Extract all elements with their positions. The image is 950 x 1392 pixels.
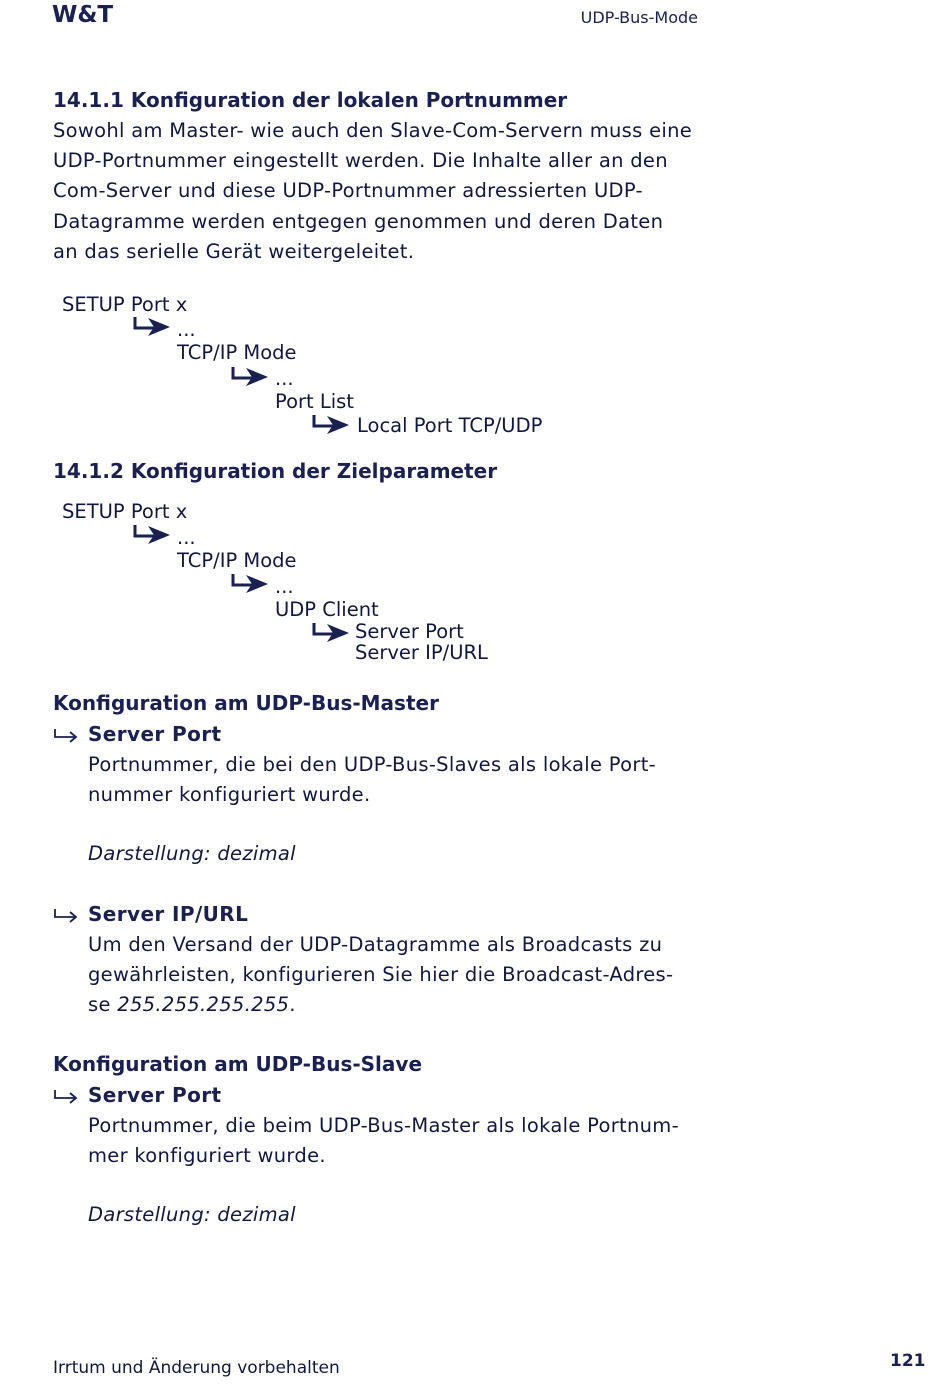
section-paragraph-local-port (53, 116, 698, 267)
menu-path-port-list: Port List (275, 390, 354, 413)
menu-path-ellipsis: ... (177, 318, 196, 341)
subheading-master-config: Konfiguration am UDP-Bus-Master (53, 691, 439, 715)
format-note: Darstellung: dezimal (88, 842, 296, 865)
format-note: Darstellung: dezimal (88, 1203, 296, 1226)
page-number: 121 (890, 1351, 926, 1371)
menu-path-udp-client: UDP Client (275, 598, 379, 621)
section-heading-target-params: 14.1.2 Konfiguration der Zielparameter (53, 459, 498, 483)
item-description (88, 930, 698, 1021)
menu-path-ellipsis: ... (275, 367, 294, 390)
bullet-arrow-icon (53, 728, 79, 744)
bullet-arrow-icon (53, 1089, 79, 1105)
running-title: UDP-Bus-Mode (580, 8, 698, 27)
item-description (88, 750, 698, 810)
item-title-server-port: Server Port (88, 722, 222, 746)
paragraph-line: Com-Server und diese UDP-Portnummer adressierten UDP- (53, 179, 643, 203)
broadcast-address: 255.255.255.255 (117, 993, 290, 1017)
brand-logo-text: W&T (52, 2, 114, 28)
hook-arrow-icon (311, 622, 351, 644)
menu-path-ellipsis: ... (177, 526, 196, 549)
paragraph-line: Portnummer, die bei den UDP-Bus-Slaves als lokale Port- (88, 753, 657, 776)
hook-arrow-icon (230, 366, 270, 388)
subheading-slave-config: Konfiguration am UDP-Bus-Slave (53, 1052, 423, 1076)
hook-arrow-icon (132, 524, 172, 546)
menu-path-server-port: Server Port (355, 620, 464, 643)
paragraph-line (88, 990, 698, 1020)
menu-path-tcpip-mode: TCP/IP Mode (177, 341, 297, 364)
paragraph-fragment: . (289, 993, 296, 1017)
paragraph-line: mer konfiguriert wurde. (88, 1144, 326, 1168)
paragraph-line: Um den Versand der UDP-Datagramme als Broadcasts zu (88, 933, 663, 956)
bullet-arrow-icon (53, 908, 79, 924)
paragraph-line: gewährleisten, konfigurieren Sie hier die Broadcast-Adres- (88, 963, 674, 987)
hook-arrow-icon (132, 316, 172, 338)
section-heading-local-port: 14.1.1 Konfiguration der lokalen Portnummer (53, 88, 568, 112)
paragraph-line: nummer konfiguriert wurde. (88, 783, 371, 807)
footer-disclaimer: Irrtum und Änderung vorbehalten (53, 1358, 340, 1378)
hook-arrow-icon (230, 573, 270, 595)
menu-path-ellipsis: ... (275, 575, 294, 598)
menu-path-tcpip-mode: TCP/IP Mode (177, 549, 297, 572)
menu-path-root: SETUP Port x (62, 500, 188, 523)
hook-arrow-icon (311, 414, 351, 436)
menu-path-local-port: Local Port TCP/UDP (357, 414, 543, 437)
paragraph-line: UDP-Portnummer eingestellt werden. Die Inhalte aller an den (53, 149, 668, 173)
item-title-server-port: Server Port (88, 1083, 222, 1107)
paragraph-line: Sowohl am Master- wie auch den Slave-Com-Servern muss eine (53, 119, 693, 142)
paragraph-fragment: se (88, 993, 118, 1017)
item-description (88, 1111, 698, 1171)
menu-path-root: SETUP Port x (62, 293, 188, 316)
paragraph-line: an das serielle Gerät weitergeleitet. (53, 239, 415, 263)
item-title-server-ip: Server IP/URL (88, 902, 249, 926)
paragraph-line: Datagramme werden entgegen genommen und deren Daten (53, 209, 664, 233)
menu-path-server-ip: Server IP/URL (355, 641, 488, 664)
paragraph-line: Portnummer, die beim UDP-Bus-Master als lokale Portnum- (88, 1114, 679, 1137)
